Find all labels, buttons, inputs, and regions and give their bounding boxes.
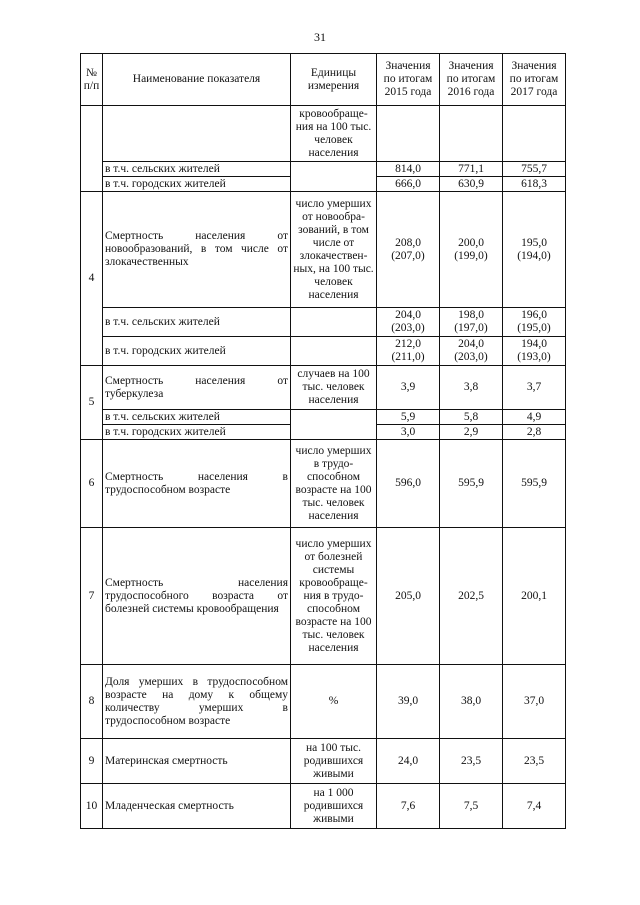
- row-name: Доля умерших в трудоспособном возрасте на дому к общему количеству умерших в трудоспособном возрасте: [103, 665, 291, 739]
- row-unit: число умерших от болезней системы кровообращения в трудоспособном возрасте на 100 тыс. человек населения: [291, 528, 377, 665]
- row-number: 5: [81, 366, 103, 440]
- header-name: Наименование показателя: [103, 54, 291, 106]
- value-2016: 771,1: [440, 162, 503, 177]
- row-unit: [291, 337, 377, 366]
- header-num: № п/п: [81, 54, 103, 106]
- row-name: в т.ч. городских жителей: [103, 177, 291, 192]
- value-2015: 3,9: [377, 366, 440, 410]
- value-2015: 666,0: [377, 177, 440, 192]
- value-2016: 198,0 (197,0): [440, 308, 503, 337]
- value-2016: 7,5: [440, 784, 503, 829]
- row-unit: случаев на 100 тыс. человек населения: [291, 366, 377, 410]
- row-name: Младенческая смертность: [103, 784, 291, 829]
- value-2017: 195,0 (194,0): [503, 192, 566, 308]
- table-row: [81, 366, 566, 410]
- header-2015: Значения по итогам 2015 года: [377, 54, 440, 106]
- value-2016: 595,9: [440, 440, 503, 528]
- value-2017: 595,9: [503, 440, 566, 528]
- row-number: 7: [81, 528, 103, 665]
- value-2015: 814,0: [377, 162, 440, 177]
- value-2016: 5,8: [440, 410, 503, 425]
- value-2017: 200,1: [503, 528, 566, 665]
- row-unit: число умерших от новообразований, в том числе от злокачественных, на 100 тыс. человек населения: [291, 192, 377, 308]
- value-2015: 208,0 (207,0): [377, 192, 440, 308]
- value-2015: 204,0 (203,0): [377, 308, 440, 337]
- row-name: Смертность населения трудоспособного возраста от болезней системы кровообращения: [103, 528, 291, 665]
- row-unit: %: [291, 665, 377, 739]
- row-number: [81, 106, 103, 192]
- value-2016: 3,8: [440, 366, 503, 410]
- value-2015: 205,0: [377, 528, 440, 665]
- value-2017: 755,7: [503, 162, 566, 177]
- value-2017: 196,0 (195,0): [503, 308, 566, 337]
- value-2017: 2,8: [503, 425, 566, 440]
- header-row: [81, 54, 566, 106]
- value-2016: 202,5: [440, 528, 503, 665]
- value-2016: 200,0 (199,0): [440, 192, 503, 308]
- row-number: 8: [81, 665, 103, 739]
- value-2015: 5,9: [377, 410, 440, 425]
- table-row: [81, 665, 566, 739]
- header-2017: Значения по итогам 2017 года: [503, 54, 566, 106]
- table-row: [81, 410, 566, 425]
- row-unit: [291, 410, 377, 440]
- table-row: [81, 106, 566, 162]
- row-unit: на 100 тыс. родившихся живыми: [291, 739, 377, 784]
- table-row: [81, 784, 566, 829]
- value-2016: 2,9: [440, 425, 503, 440]
- row-name: в т.ч. городских жителей: [103, 425, 291, 440]
- value-2016: 204,0 (203,0): [440, 337, 503, 366]
- row-number: 10: [81, 784, 103, 829]
- value-2017: 194,0 (193,0): [503, 337, 566, 366]
- row-unit: на 1 000 родившихся живыми: [291, 784, 377, 829]
- value-2015: 24,0: [377, 739, 440, 784]
- header-unit: Единицы измерения: [291, 54, 377, 106]
- row-name: Материнская смертность: [103, 739, 291, 784]
- table-row: [81, 739, 566, 784]
- value-2015: 596,0: [377, 440, 440, 528]
- value-2017: 4,9: [503, 410, 566, 425]
- value-2015: 212,0 (211,0): [377, 337, 440, 366]
- row-name: Смертность населения от новообразований, в том числе от злокачественных: [103, 192, 291, 308]
- row-unit: число умерших в трудоспособном возрасте на 100 тыс. человек населения: [291, 440, 377, 528]
- row-name: в т.ч. сельских жителей: [103, 410, 291, 425]
- row-name: в т.ч. сельских жителей: [103, 308, 291, 337]
- value-2016: 23,5: [440, 739, 503, 784]
- table-row: [81, 162, 566, 177]
- value-2017: 23,5: [503, 739, 566, 784]
- row-number: 4: [81, 192, 103, 366]
- value-2015: 39,0: [377, 665, 440, 739]
- table-row: [81, 308, 566, 337]
- page-number: 31: [314, 30, 326, 44]
- table-row: [81, 192, 566, 308]
- header-2016: Значения по итогам 2016 года: [440, 54, 503, 106]
- row-name: [103, 106, 291, 162]
- value-2017: 3,7: [503, 366, 566, 410]
- row-name: в т.ч. сельских жителей: [103, 162, 291, 177]
- value-2017: 618,3: [503, 177, 566, 192]
- value-2017: 37,0: [503, 665, 566, 739]
- row-name: Смертность населения в трудоспособном возрасте: [103, 440, 291, 528]
- row-name: Смертность населения от туберкулеза: [103, 366, 291, 410]
- indicators-table: [80, 53, 566, 829]
- value-2015: 3,0: [377, 425, 440, 440]
- row-number: 9: [81, 739, 103, 784]
- value-2016: 630,9: [440, 177, 503, 192]
- row-unit: [291, 162, 377, 192]
- table-row: [81, 528, 566, 665]
- row-unit: [291, 308, 377, 337]
- row-unit: кровообращения на 100 тыс. человек населения: [291, 106, 377, 162]
- row-name: в т.ч. городских жителей: [103, 337, 291, 366]
- value-2015: 7,6: [377, 784, 440, 829]
- row-number: 6: [81, 440, 103, 528]
- value-2017: 7,4: [503, 784, 566, 829]
- table-row: [81, 337, 566, 366]
- table-row: [81, 440, 566, 528]
- value-2016: 38,0: [440, 665, 503, 739]
